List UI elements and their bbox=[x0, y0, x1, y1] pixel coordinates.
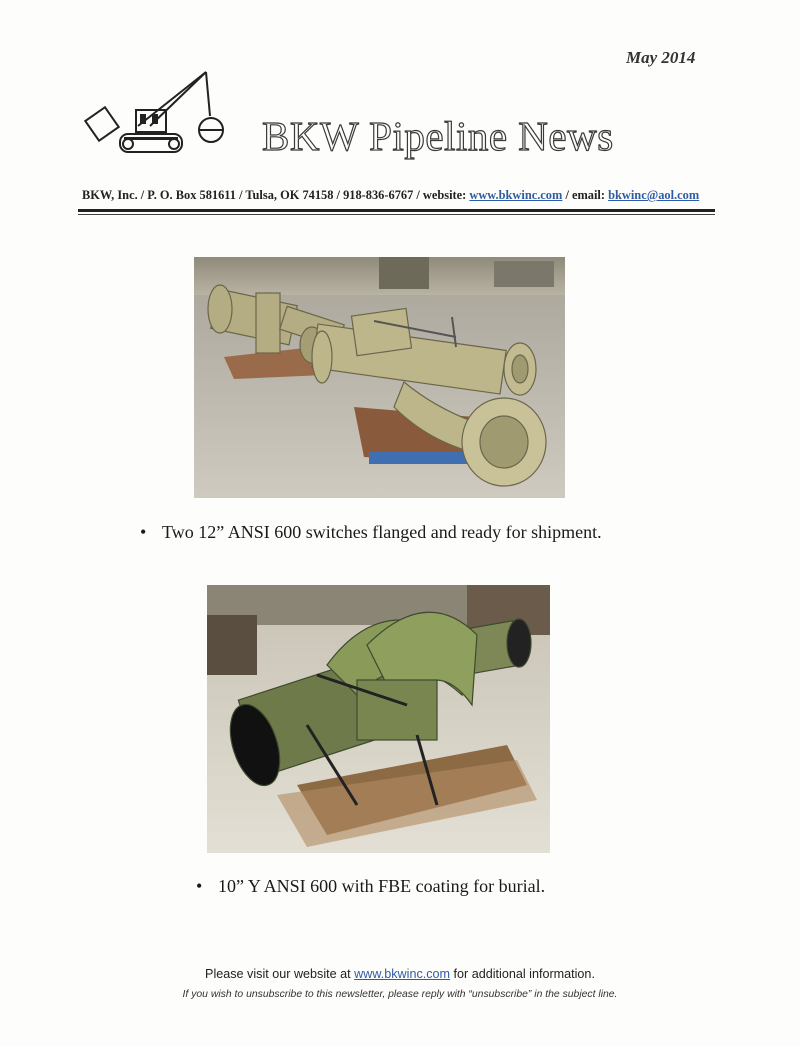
caption-wye bbox=[196, 876, 545, 897]
website-link[interactable]: www.bkwinc.com bbox=[469, 188, 563, 202]
bullet-icon: • bbox=[196, 876, 203, 896]
footer-website-link[interactable]: www.bkwinc.com bbox=[354, 967, 451, 981]
footer-visit-text-after: for additional information. bbox=[453, 967, 595, 981]
caption-switches bbox=[140, 522, 602, 543]
footer-visit-text: Please visit our website at bbox=[205, 967, 351, 981]
footer-visit bbox=[0, 967, 800, 981]
caption-text: Two 12” ANSI 600 switches flanged and ready for shipment. bbox=[162, 522, 602, 542]
caption-text: 10” Y ANSI 600 with FBE coating for burial. bbox=[218, 876, 546, 896]
header-divider bbox=[78, 209, 715, 212]
pipeline-switch-photo bbox=[194, 257, 565, 498]
email-label: / email: bbox=[565, 188, 606, 202]
email-link[interactable]: bkwinc@aol.com bbox=[608, 188, 700, 202]
newsletter-date: May 2014 bbox=[626, 48, 696, 67]
masthead-title: BKW Pipeline News bbox=[262, 113, 614, 159]
pipelayer-tractor-icon bbox=[78, 66, 228, 162]
wye-fitting-photo bbox=[207, 585, 550, 853]
footer-unsubscribe: If you wish to unsubscribe to this newsletter, please reply with “unsubscribe” in the subject line. bbox=[182, 989, 618, 1000]
contact-line bbox=[82, 188, 722, 203]
header-divider-thin bbox=[78, 214, 715, 215]
contact-address: BKW, Inc. / P. O. Box 581611 / Tulsa, OK 74158 / 918-836-6767 / website: bbox=[82, 188, 467, 202]
bullet-icon: • bbox=[140, 522, 147, 542]
